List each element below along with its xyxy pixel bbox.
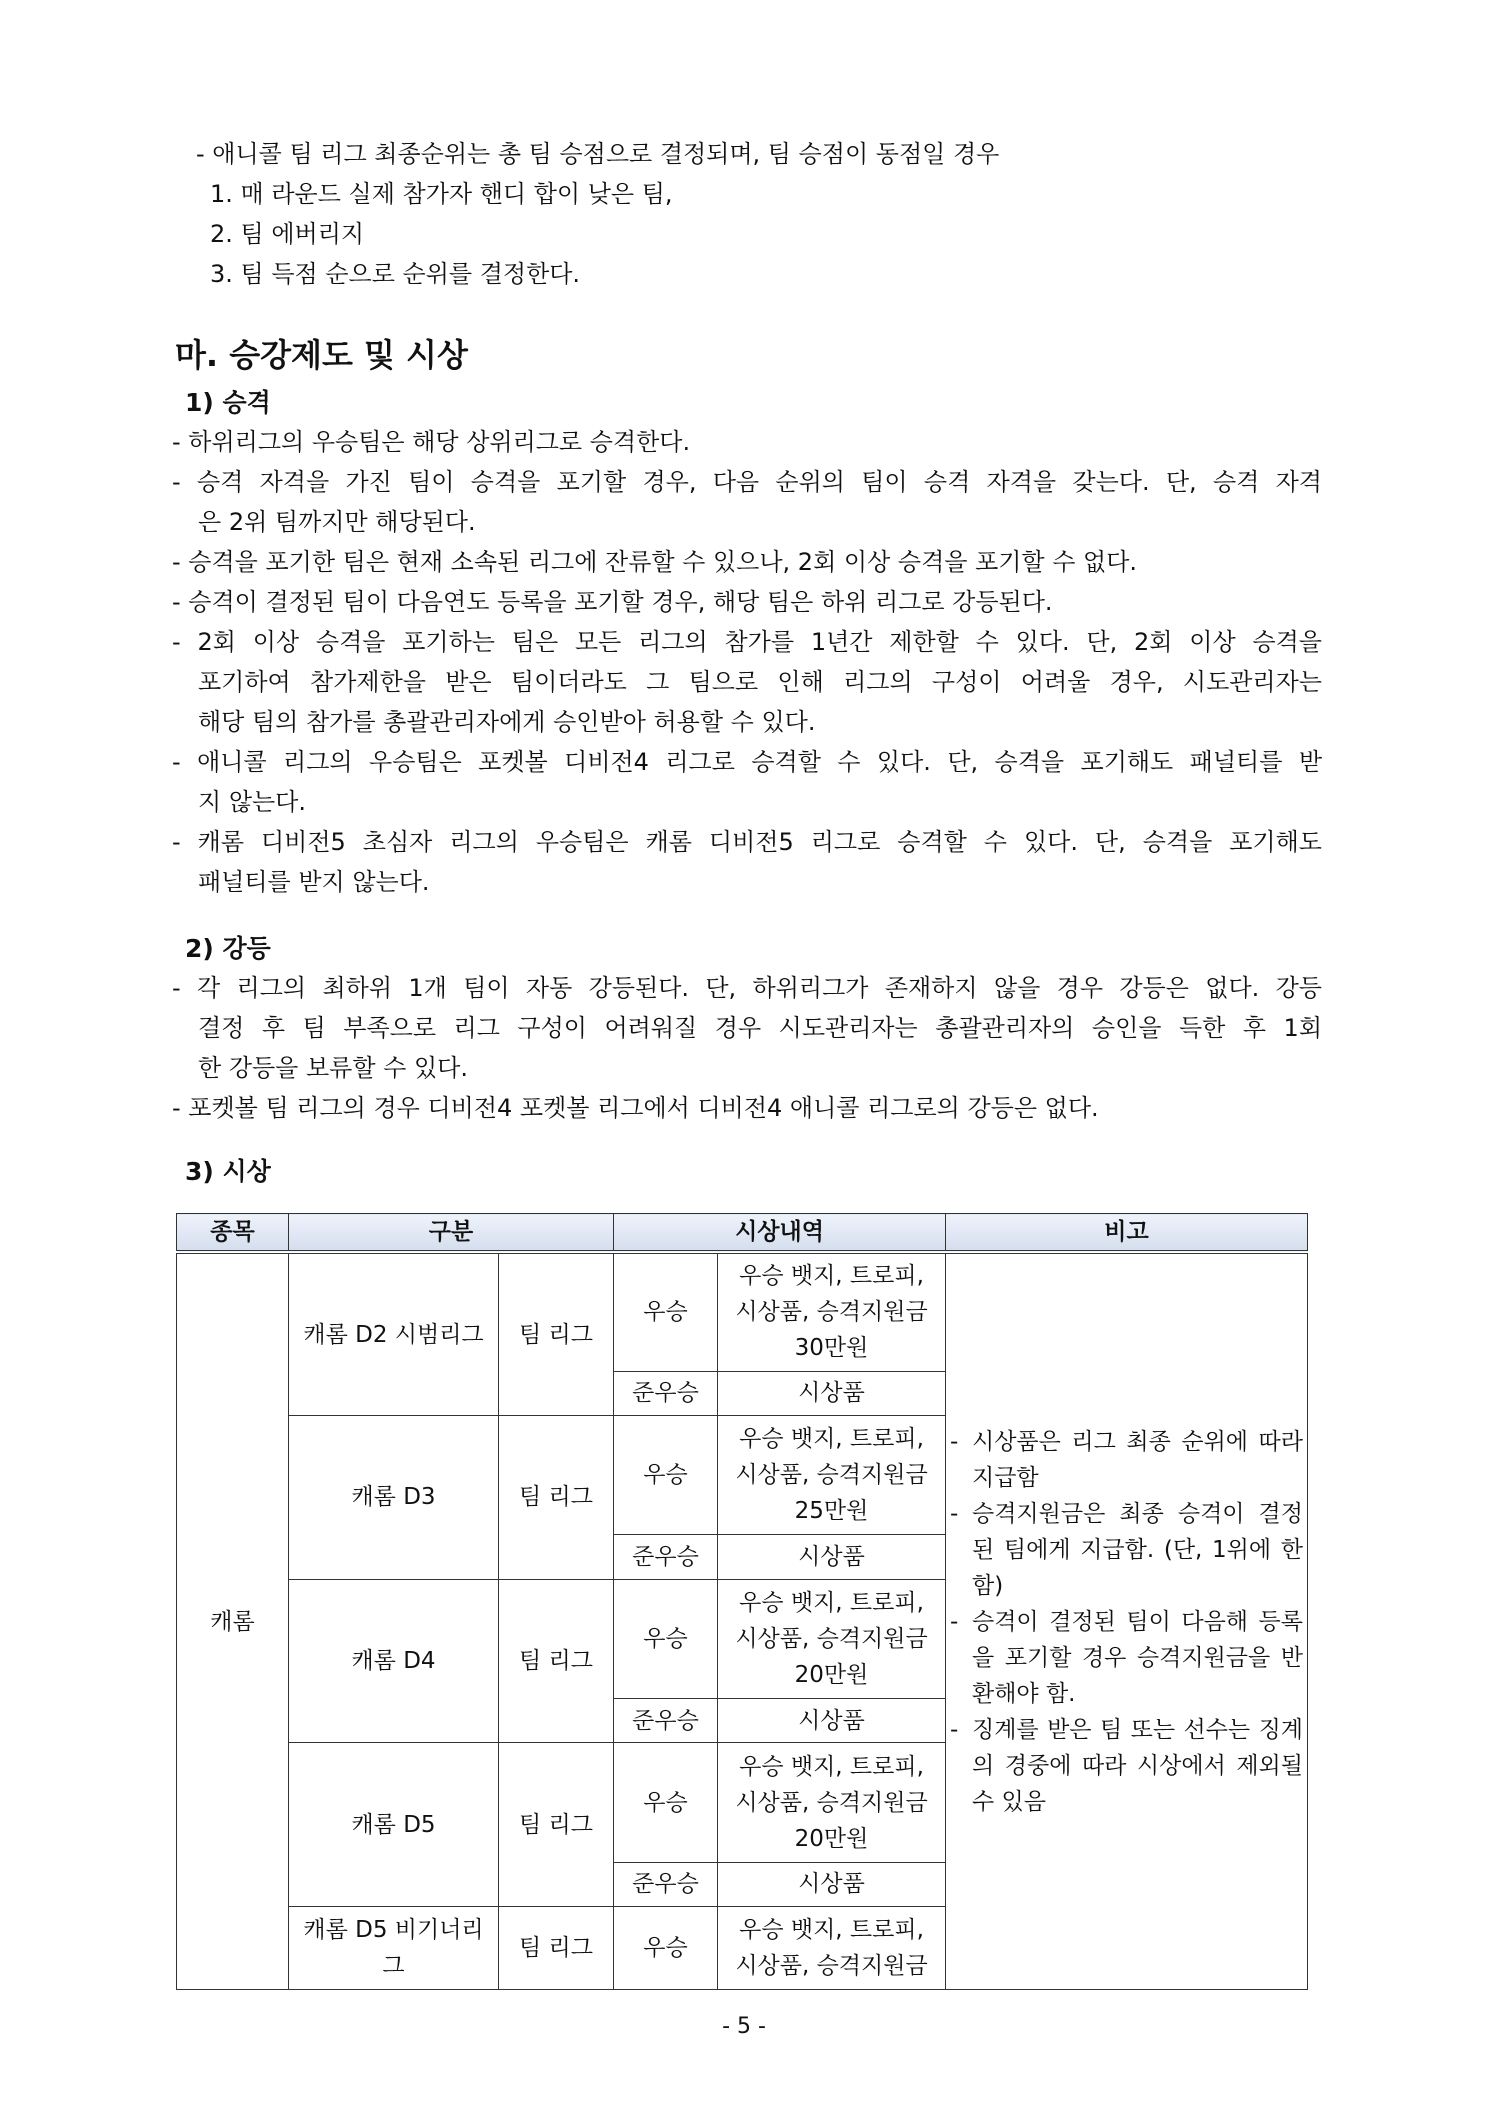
remarks-cell <box>946 1252 1308 1990</box>
promotion-line-1: - 하위리그의 우승팀은 해당 상위리그로 승격한다. <box>172 428 691 456</box>
tiebreak-intro: - 애니콜 팀 리그 최종순위는 총 팀 승점으로 결정되며, 팀 승점이 동점일 경우 <box>196 140 1000 168</box>
league-name: 캐롬 D4 <box>289 1579 499 1743</box>
tiebreak-item-1: 1. 매 라운드 실제 참가자 핸디 합이 낮은 팀, <box>210 180 673 208</box>
promotion-line-9: - 애니콜 리그의 우승팀은 포켓볼 디비전4 리그로 승격할 수 있다. 단, 승격을 포기해도 패널티를 받 <box>172 748 1322 776</box>
awards-title: 3) 시상 <box>185 1157 271 1186</box>
awards-table <box>176 1213 1308 1990</box>
rank-label: 준우승 <box>614 1371 718 1415</box>
remark-item: - 시상품은 리그 최종 순위에 따라 지급함 <box>950 1428 1303 1491</box>
header-sport: 종목 <box>177 1214 289 1253</box>
rank-label: 준우승 <box>614 1862 718 1906</box>
prize-line: 우승 뱃지, 트로피, <box>739 1263 924 1290</box>
remark-item: - 징계를 받은 팀 또는 선수는 징계의 경중에 따라 시상에서 제외될 수 있음 <box>950 1716 1303 1815</box>
prize-line: 우승 뱃지, 트로피, <box>739 1753 924 1780</box>
prize-line: 20만원 <box>794 1661 869 1688</box>
rank-label: 우승 <box>614 1579 718 1698</box>
header-division: 구분 <box>289 1214 614 1253</box>
tiebreak-item-3: 3. 팀 득점 순으로 순위를 결정한다. <box>210 260 581 288</box>
prize-cell: 시상품 <box>718 1698 946 1742</box>
league-type: 팀 리그 <box>499 1579 614 1743</box>
league-name: 캐롬 D3 <box>289 1416 499 1580</box>
relegation-title: 2) 강등 <box>185 934 271 963</box>
prize-line: 25만원 <box>794 1498 869 1525</box>
header-remarks: 비고 <box>946 1214 1308 1253</box>
prize-line: 시상품, 승격지원금 <box>735 1953 928 1980</box>
relegation-line-2: 결정 후 팀 부족으로 리그 구성이 어려워질 경우 시도관리자는 총괄관리자의 승인을 득한 후 1회 <box>198 1014 1322 1042</box>
prize-cell <box>718 1907 946 1990</box>
prize-line: 시상품, 승격지원금 <box>735 1789 928 1816</box>
prize-line: 우승 뱃지, 트로피, <box>739 1917 924 1944</box>
prize-line: 20만원 <box>794 1825 869 1852</box>
promotion-line-4: - 승격을 포기한 팀은 현재 소속된 리그에 잔류할 수 있으나, 2회 이상 승격을 포기할 수 없다. <box>172 548 1138 576</box>
league-name: 캐롬 D2 시범리그 <box>289 1252 499 1416</box>
rank-label: 준우승 <box>614 1535 718 1579</box>
prize-cell <box>718 1252 946 1371</box>
prize-line: 우승 뱃지, 트로피, <box>739 1426 924 1453</box>
relegation-line-4: - 포켓볼 팀 리그의 경우 디비전4 포켓볼 리그에서 디비전4 애니콜 리그로의 강등은 없다. <box>172 1094 1099 1122</box>
relegation-line-1: - 각 리그의 최하위 1개 팀이 자동 강등된다. 단, 하위리그가 존재하지 않을 경우 강등은 없다. 강등 <box>172 974 1322 1002</box>
promotion-line-5: - 승격이 결정된 팀이 다음연도 등록을 포기할 경우, 해당 팀은 하위 리그로 강등된다. <box>172 588 1053 616</box>
league-type: 팀 리그 <box>499 1743 614 1907</box>
prize-cell <box>718 1743 946 1862</box>
promotion-line-11: - 캐롬 디비전5 초심자 리그의 우승팀은 캐롬 디비전5 리그로 승격할 수 있다. 단, 승격을 포기해도 <box>172 828 1322 856</box>
table-row <box>177 1252 1308 1371</box>
promotion-line-3: 은 2위 팀까지만 해당된다. <box>198 508 476 536</box>
promotion-line-8: 해당 팀의 참가를 총괄관리자에게 승인받아 허용할 수 있다. <box>198 708 816 736</box>
rank-label: 준우승 <box>614 1698 718 1742</box>
rank-label: 우승 <box>614 1416 718 1535</box>
prize-line: 30만원 <box>794 1335 869 1362</box>
promotion-line-6: - 2회 이상 승격을 포기하는 팀은 모든 리그의 참가를 1년간 제한할 수 있다. 단, 2회 이상 승격을 <box>172 628 1322 656</box>
remark-item: - 승격이 결정된 팀이 다음해 등록을 포기할 경우 승격지원금을 반환해야 함. <box>950 1608 1303 1707</box>
prize-cell: 시상품 <box>718 1862 946 1906</box>
prize-cell <box>718 1416 946 1535</box>
promotion-line-7: 포기하여 참가제한을 받은 팀이더라도 그 팀으로 인해 리그의 구성이 어려울 경우, 시도관리자는 <box>198 668 1322 696</box>
league-name: 캐롬 D5 <box>289 1743 499 1907</box>
relegation-line-3: 한 강등을 보류할 수 있다. <box>198 1054 468 1082</box>
page-number: - 5 - <box>722 2014 766 2039</box>
prize-cell: 시상품 <box>718 1371 946 1415</box>
prize-line: 우승 뱃지, 트로피, <box>739 1589 924 1616</box>
league-name: 캐롬 D5 비기너리그 <box>289 1907 499 1990</box>
league-type: 팀 리그 <box>499 1907 614 1990</box>
remark-item: - 승격지원금은 최종 승격이 결정된 팀에게 지급함. (단, 1위에 한함) <box>950 1500 1303 1599</box>
prize-cell: 시상품 <box>718 1535 946 1579</box>
sport-cell: 캐롬 <box>177 1252 289 1990</box>
prize-line: 시상품, 승격지원금 <box>735 1299 928 1326</box>
tiebreak-item-2: 2. 팀 에버리지 <box>210 220 365 248</box>
promotion-line-12: 패널티를 받지 않는다. <box>198 868 430 896</box>
prize-cell <box>718 1579 946 1698</box>
prize-line: 시상품, 승격지원금 <box>735 1462 928 1489</box>
section-title: 마. 승강제도 및 시상 <box>175 336 468 374</box>
header-prize: 시상내역 <box>614 1214 946 1253</box>
rank-label: 우승 <box>614 1252 718 1371</box>
rank-label: 우승 <box>614 1907 718 1990</box>
prize-line: 시상품, 승격지원금 <box>735 1625 928 1652</box>
rank-label: 우승 <box>614 1743 718 1862</box>
league-type: 팀 리그 <box>499 1252 614 1416</box>
promotion-title: 1) 승격 <box>185 388 271 417</box>
promotion-line-2: - 승격 자격을 가진 팀이 승격을 포기할 경우, 다음 순위의 팀이 승격 자격을 갖는다. 단, 승격 자격 <box>172 468 1322 496</box>
table-header-row <box>177 1214 1308 1253</box>
promotion-line-10: 지 않는다. <box>198 788 306 816</box>
league-type: 팀 리그 <box>499 1416 614 1580</box>
